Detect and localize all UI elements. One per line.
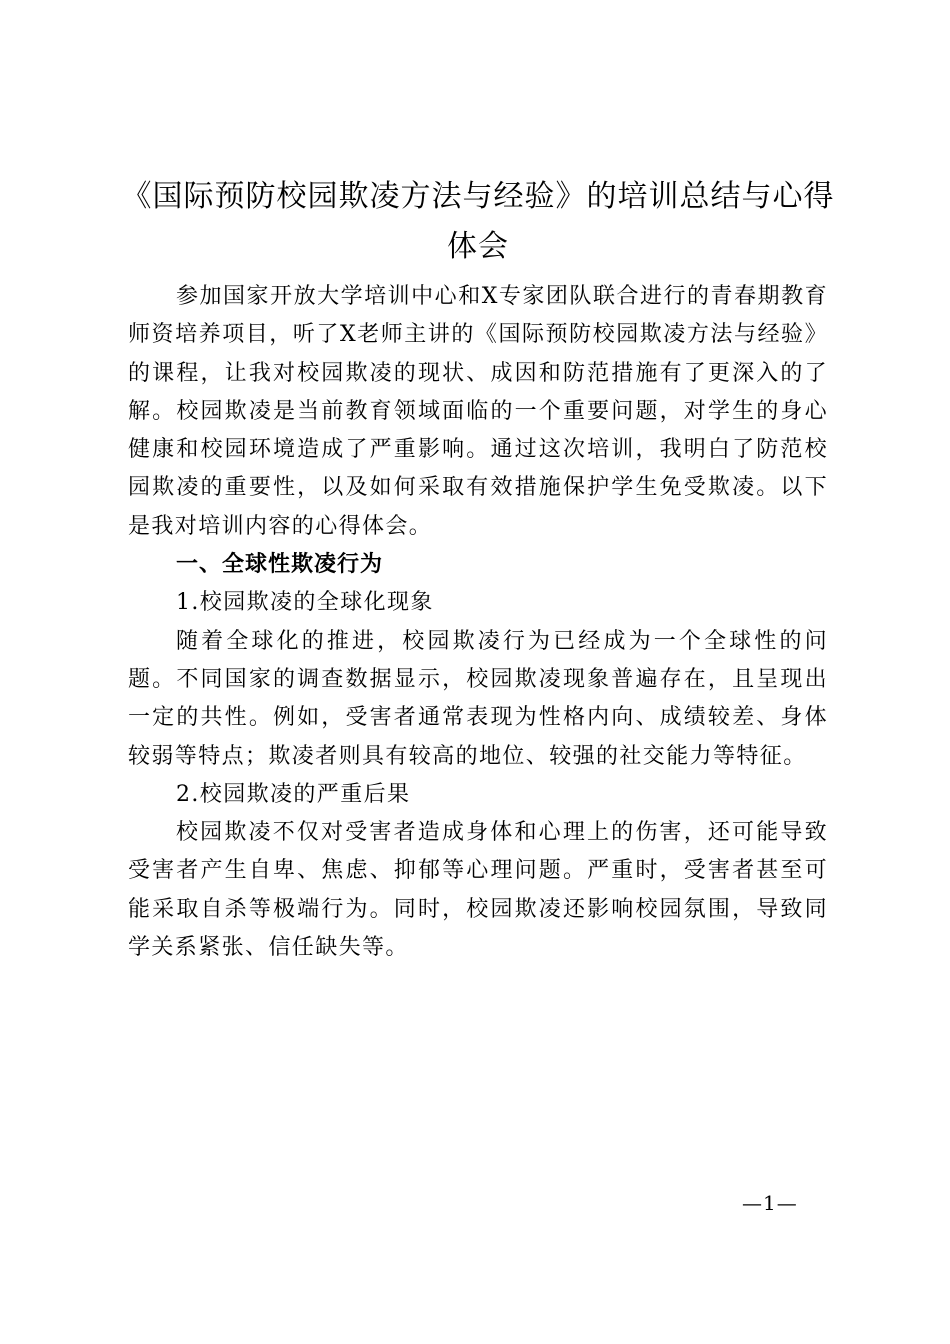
intro-paragraph: 参加国家开放大学培训中心和X专家团队联合进行的青春期教育师资培养项目，听了X老师主讲的《国际预防校园欺凌方法与经验》的课程，让我对校园欺凌的现状、成因和防范措施有了更深入的了解。校园欺凌是当前教育领域面临的一个重要问题，对学生的身心健康和校园环境造成了严重影响。通过这次培训，我明白了防范校园欺凌的重要性，以及如何采取有效措施保护学生免受欺凌。以下是我对培训内容的心得体会。: [128, 284, 828, 539]
page-number: —1—: [742, 1191, 798, 1215]
subsection-paragraph: 随着全球化的推进，校园欺凌行为已经成为一个全球性的问题。不同国家的调查数据显示，校园欺凌现象普遍存在，且呈现出一定的共性。例如，受害者通常表现为性格内向、成绩较差、身体较弱等特点；欺凌者则具有较高的地位、较强的社交能力等特征。: [128, 628, 828, 769]
subsection-heading: 1.校园欺凌的全球化现象: [176, 590, 434, 616]
subsection-paragraph: 校园欺凌不仅对受害者造成身体和心理上的伤害，还可能导致受害者产生自卑、焦虑、抑郁等心理问题。严重时，受害者甚至可能采取自杀等极端行为。同时，校园欺凌还影响校园氛围，导致同学关系紧张、信任缺失等。: [128, 820, 828, 961]
document-title: 《国际预防校园欺凌方法与经验》的培训总结与心得体会: [121, 179, 835, 264]
subsection-heading: 2.校园欺凌的严重后果: [176, 781, 411, 807]
section-heading: 一、全球性欺凌行为: [176, 552, 384, 578]
document-page: [121, 172, 835, 967]
